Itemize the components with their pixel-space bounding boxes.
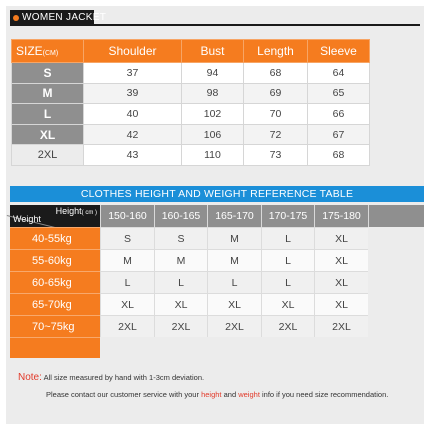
table-cell: L xyxy=(261,227,314,249)
table-cell: L xyxy=(261,271,314,293)
table-cell: XL xyxy=(207,293,261,315)
header-title-box xyxy=(10,10,107,26)
table-cell: 73 xyxy=(244,145,308,166)
note-line-2 xyxy=(46,390,388,399)
table-cell: XL xyxy=(314,227,368,249)
note-label: Note: xyxy=(18,372,42,383)
table-cell: 43 xyxy=(84,145,182,166)
table-row xyxy=(12,145,370,166)
table-cell: XL xyxy=(154,293,207,315)
table-cell: 2XL xyxy=(261,315,314,337)
table-cell: 2XL xyxy=(154,315,207,337)
table-cell: 64 xyxy=(308,63,370,84)
weight-range-label: 40-55kg xyxy=(10,227,100,249)
table-cell: L xyxy=(100,271,154,293)
table-cell: M xyxy=(100,249,154,271)
table-row xyxy=(12,124,370,145)
column-header-bust: Bust xyxy=(182,40,244,63)
table-cell: 68 xyxy=(308,145,370,166)
weight-range-label-empty xyxy=(10,337,100,358)
column-header-shoulder: Shoulder xyxy=(84,40,182,63)
table-row xyxy=(12,83,370,104)
header-bar xyxy=(6,6,424,28)
size-column-header: SIZE(CM) xyxy=(12,40,84,63)
weight-range-label: 55-60kg xyxy=(10,249,100,271)
table-cell: S xyxy=(100,227,154,249)
table-cell: 65 xyxy=(308,83,370,104)
table-cell: XL xyxy=(314,293,368,315)
note-text-2a: Please contact our customer service with your xyxy=(46,390,199,399)
size-table xyxy=(11,39,370,166)
note-height-word: height xyxy=(201,390,222,399)
table-cell: 37 xyxy=(84,63,182,84)
table-cell: 106 xyxy=(182,124,244,145)
table-cell: 2XL xyxy=(100,315,154,337)
table-cell: 102 xyxy=(182,104,244,125)
table-cell: L xyxy=(207,271,261,293)
table-cell: XL xyxy=(314,271,368,293)
note-line-1 xyxy=(18,372,204,383)
height-range-header-empty xyxy=(368,205,424,227)
height-weight-table xyxy=(10,205,424,355)
table-cell: XL xyxy=(100,293,154,315)
table-cell: 68 xyxy=(244,63,308,84)
table-cell: 69 xyxy=(244,83,308,104)
weight-axis-label: Weight xyxy=(13,214,41,224)
table-cell: 2XL xyxy=(314,315,368,337)
table-row xyxy=(12,104,370,125)
note-text-1: All size measured by hand with 1-3cm deviation. xyxy=(43,373,205,382)
weight-range-label: 65-70kg xyxy=(10,293,100,315)
weight-range-label: 60-65kg xyxy=(10,271,100,293)
height-axis-label: Height( cm ) xyxy=(55,206,97,216)
column-header-length: Length xyxy=(244,40,308,63)
table-cell: S xyxy=(154,227,207,249)
table-cell: 39 xyxy=(84,83,182,104)
table-cell: 72 xyxy=(244,124,308,145)
bullet-dot-icon xyxy=(13,15,19,21)
header-divider xyxy=(94,24,420,26)
table-cell: 2XL xyxy=(207,315,261,337)
note-text-2b: info if you need size recommendation. xyxy=(262,390,389,399)
table-cell: 110 xyxy=(182,145,244,166)
table-cell: M xyxy=(207,227,261,249)
height-range-header: 150-160 xyxy=(100,205,154,227)
table-corner-header xyxy=(10,205,100,227)
table-cell: 70 xyxy=(244,104,308,125)
table-cell: M xyxy=(154,249,207,271)
column-header-sleeve: Sleeve xyxy=(308,40,370,63)
table-cell: M xyxy=(207,249,261,271)
table-cell: 40 xyxy=(84,104,182,125)
weight-range-label: 70~75kg xyxy=(10,315,100,337)
table-cell: 42 xyxy=(84,124,182,145)
table-row xyxy=(12,63,370,84)
table-cell: L xyxy=(261,249,314,271)
size-table-header xyxy=(12,40,370,63)
size-label: M xyxy=(12,83,84,104)
table-cell: 94 xyxy=(182,63,244,84)
reference-table-banner xyxy=(10,186,424,202)
height-range-header: 160-165 xyxy=(154,205,207,227)
header-title: WOMEN JACKET xyxy=(22,12,107,23)
height-range-header: 165-170 xyxy=(207,205,261,227)
size-label: 2XL xyxy=(12,145,84,166)
table-cell: 66 xyxy=(308,104,370,125)
size-chart xyxy=(6,6,424,424)
note-weight-word: weight xyxy=(238,390,260,399)
table-cell: 67 xyxy=(308,124,370,145)
height-range-header: 175-180 xyxy=(314,205,368,227)
size-label: S xyxy=(12,63,84,84)
table-cell: XL xyxy=(314,249,368,271)
reference-table-title: CLOTHES HEIGHT AND WEIGHT REFERENCE TABLE xyxy=(80,188,354,200)
size-label: XL xyxy=(12,124,84,145)
table-cell: L xyxy=(154,271,207,293)
note-and-word: and xyxy=(223,390,237,399)
table-cell: 98 xyxy=(182,83,244,104)
height-range-header: 170-175 xyxy=(261,205,314,227)
table-cell: XL xyxy=(261,293,314,315)
size-label: L xyxy=(12,104,84,125)
